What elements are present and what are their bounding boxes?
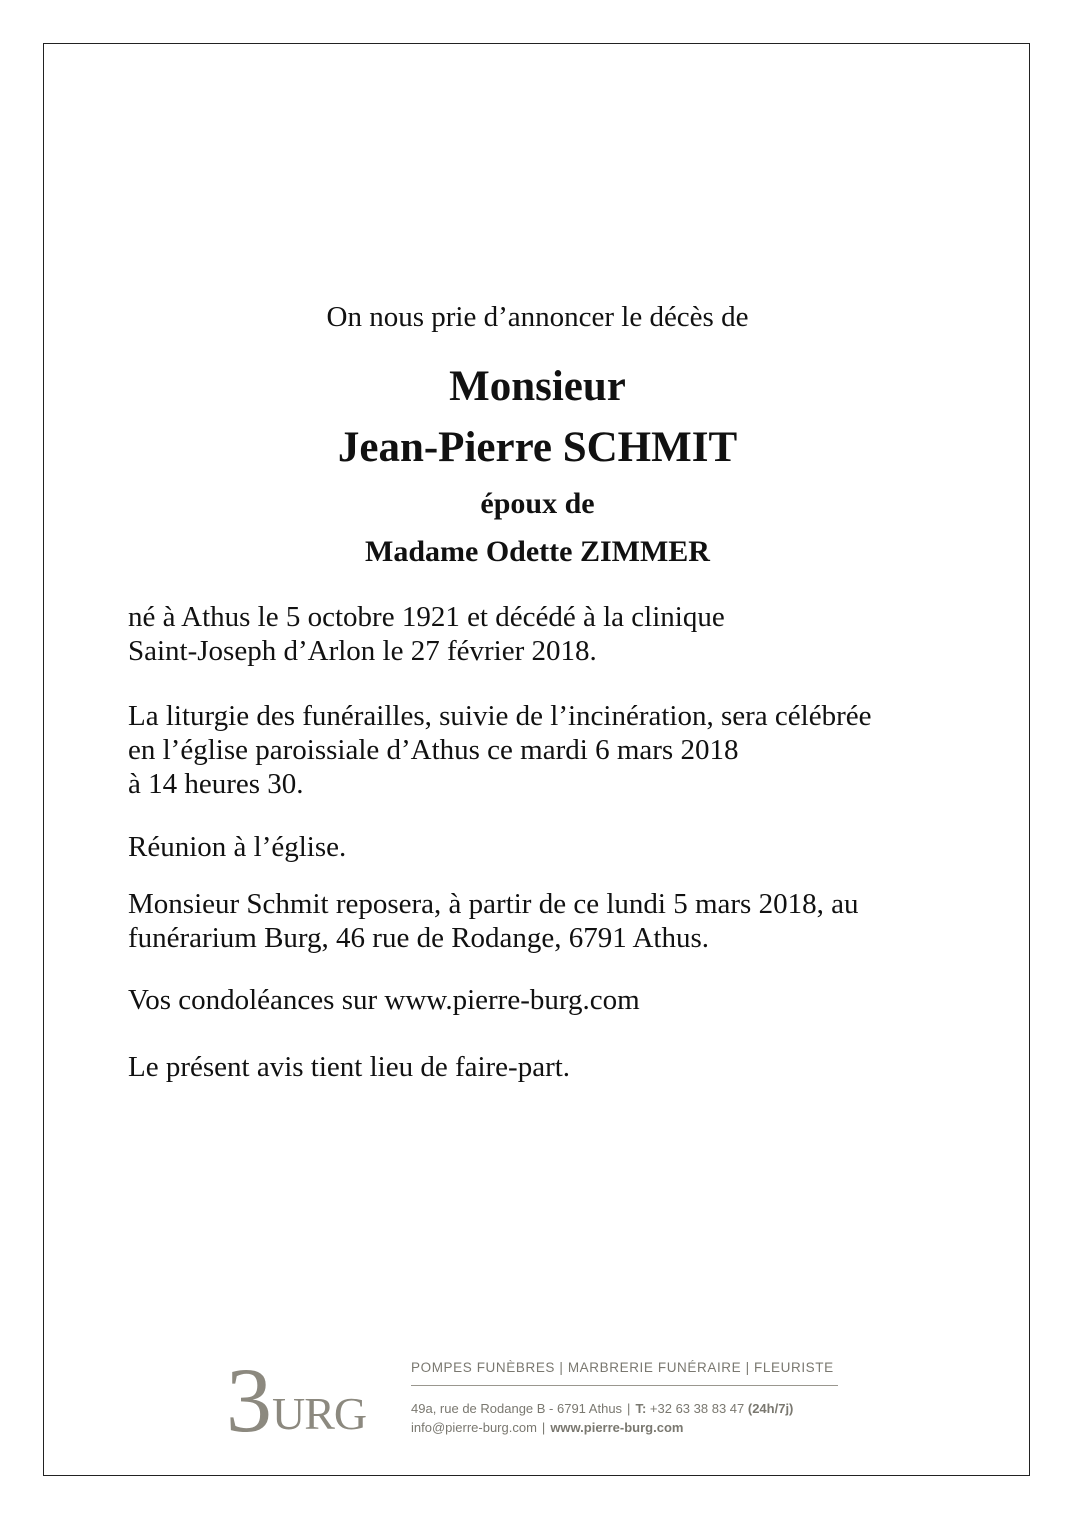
- contact-line: 49a, rue de Rodange B - 6791 Athus | T: +32 63 38 83 47 (24h/7j): [411, 1401, 794, 1416]
- address: 49a, rue de Rodange B - 6791 Athus: [411, 1401, 623, 1416]
- email-link[interactable]: info@pierre-burg.com: [411, 1420, 537, 1435]
- funeral-paragraph: La liturgie des funérailles, suivie de l’incinération, sera célébrée en l’église paroissiale d’Athus ce mardi 6 mars 2018 à 14 heures 30.: [128, 700, 872, 800]
- phone-label: T:: [635, 1401, 647, 1416]
- burg-logo: 3 URG: [226, 1349, 367, 1451]
- meeting-paragraph: Réunion à l’église.: [128, 831, 347, 863]
- company-footer: [411, 1358, 838, 1437]
- announcement-intro: On nous prie d’annoncer le décès de: [326, 301, 749, 333]
- web-line: info@pierre-burg.com | www.pierre-burg.com: [411, 1420, 684, 1435]
- condolences-paragraph: Vos condoléances sur www.pierre-burg.com: [128, 984, 640, 1016]
- notice-paragraph: Le présent avis tient lieu de faire-part.: [128, 1051, 571, 1083]
- website-link[interactable]: www.pierre-burg.com: [550, 1420, 684, 1435]
- birth-death-paragraph: né à Athus le 5 octobre 1921 et décédé à la clinique Saint-Joseph d’Arlon le 27 février 2018.: [128, 601, 725, 667]
- phone-number[interactable]: +32 63 38 83 47: [649, 1401, 745, 1416]
- repose-paragraph: Monsieur Schmit reposera, à partir de ce lundi 5 mars 2018, au funérarium Burg, 46 rue de Rodange, 6791 Athus.: [128, 888, 859, 954]
- deceased-name: Jean-Pierre SCHMIT: [337, 424, 738, 471]
- relation-label: époux de: [480, 487, 595, 520]
- footer-divider: [411, 1385, 838, 1386]
- services-line: POMPES FUNÈBRES | MARBRERIE FUNÉRAIRE | FLEURISTE: [411, 1360, 834, 1375]
- phone-hours: (24h/7j): [747, 1401, 794, 1416]
- spouse-name: Madame Odette ZIMMER: [365, 535, 710, 568]
- deceased-honorific: Monsieur: [449, 363, 626, 410]
